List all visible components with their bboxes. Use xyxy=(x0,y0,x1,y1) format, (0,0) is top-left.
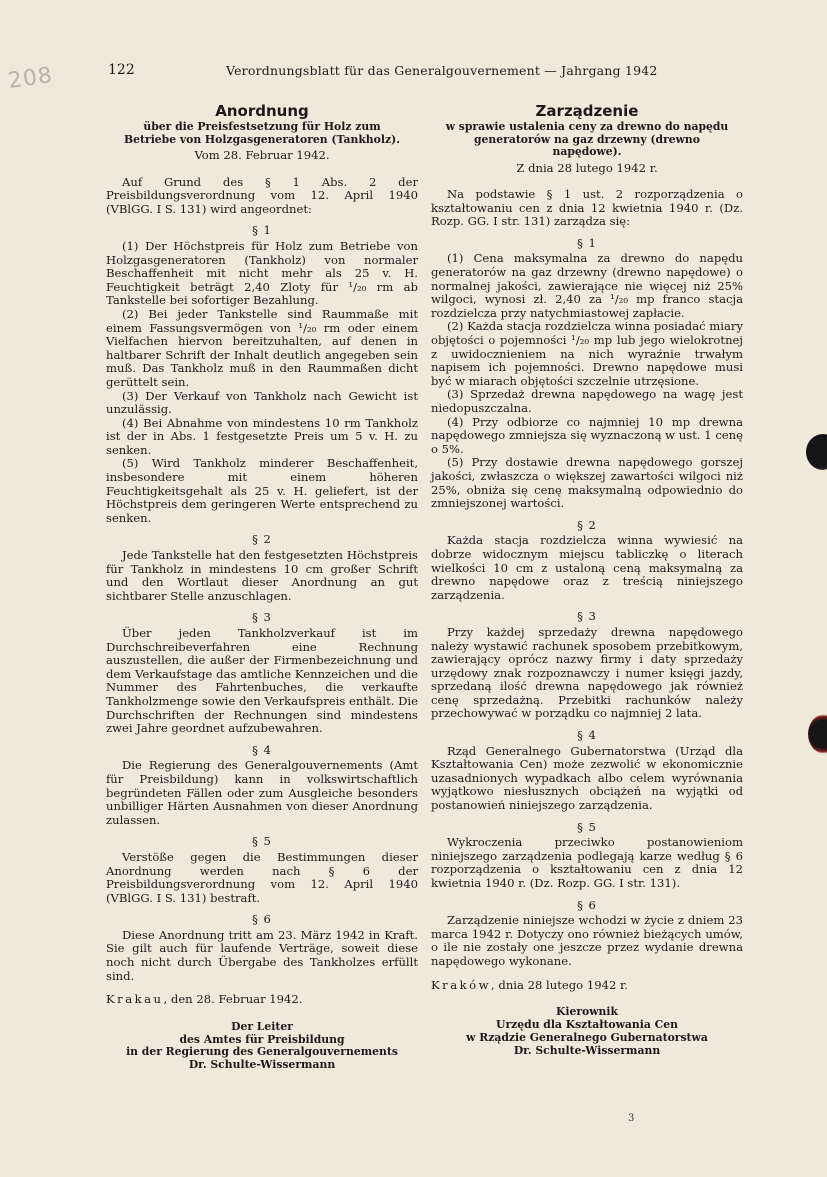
polish-s1-paragraph-5: (5) Przy dostawie drewna napędowego gorszej jakości, zwłaszcza o większej zawartości wilgoci niż 25%, obniża się cenę maksymalną odpowiednio do zmniejszonej wartości. xyxy=(431,455,743,511)
polish-section-5-heading: § 5 xyxy=(577,819,597,834)
german-s5-paragraph: Verstöße gegen die Bestimmungen dieser Anordnung werden nach § 6 der Preisbildungsverordnung vom 12. April 1940 (VBlGG. I S. 131) bestraft. xyxy=(106,849,418,905)
german-place-date-text: , den 28. Februar 1942. xyxy=(163,992,303,1007)
german-place-city: Krakau xyxy=(106,992,164,1007)
german-s1-paragraph-4: (4) Bei Abnahme von mindestens 10 rm Tankholz ist der in Abs. 1 festgesetzte Preis um 5 v. H. zu senken. xyxy=(106,415,418,457)
german-s3-paragraph: Über jeden Tankholzverkauf ist im Durchschreibeverfahren eine Rechnung auszustellen, die außer der Firmenbezeichnung und dem Verkaufstage das amtliche Kennzeichen und die Nummer des Fahrtenbuches, die verkaufte Tankholzmenge sowie den Verkaufspreis enthält. Die Durchschriften der Rechnungen sind mindestens zwei Jahre geordnet aufzubewahren. xyxy=(106,626,418,736)
polish-s6-paragraph: Zarządzenie niniejsze wchodzi w życie z dniem 23 marca 1942 r. Dotyczy ono również bieżących umów, o ile nie zostały one jeszcze przez wydanie drewna napędowego wykonane. xyxy=(431,913,743,968)
german-s1-paragraph-3: (3) Der Verkauf von Tankholz nach Gewicht ist unzulässig. xyxy=(106,388,418,417)
polish-preamble: Na podstawie § 1 ust. 2 rozporządzenia o kształtowaniu cen z dnia 12 kwietnia 1940 r. (Dz. Rozp. GG. I str. 131) zarządza się: xyxy=(431,187,743,229)
polish-signature-line-3: w Rządzie Generalnego Gubernatorstwa xyxy=(466,1030,708,1044)
german-section-6-heading: § 6 xyxy=(252,912,272,927)
polish-place-date xyxy=(431,979,743,993)
polish-s1-paragraph-2: (2) Każda stacja rozdzielcza winna posiadać miary objętości o pojemności ¹/₂₀ mp lub jego wielokrotnej z uwidocznieniem na nich wyraźnie trwałym napisem ich pojemności. Drewno napędowe musi być w miarach objętości szczelnie utrzęsione. xyxy=(431,319,744,388)
page-number: 122 xyxy=(108,62,135,78)
german-s2-paragraph: Jede Tankstelle hat den festgesetzten Höchstpreis für Tankholz in mindestens 10 cm großer Schrift und den Wortlaut dieser Anordnung an gut sichtbarer Stelle anzuschlagen. xyxy=(106,548,418,603)
german-section-5-heading: § 5 xyxy=(252,834,272,849)
german-subtitle: über die Preisfestsetzung für Holz zum Betriebe von Holzgasgeneratoren (Tankholz). xyxy=(124,120,400,146)
polish-s1-paragraph-1: (1) Cena maksymalna za drewno do napędu generatorów na gaz drzewny (drewno napędowe) o normalnej jakości, zawierające nie więcej niż 25% wilgoci, wynosi zł. 2,40 za ¹/₂₀ mp franco stacja rozdzielcza przy natychmiastowej zapłacie. xyxy=(431,251,743,320)
polish-s5-paragraph: Wykroczenia przeciwko postanowieniom niniejszego zarządzenia podlegają karze według § 6 rozporządzenia o kształtowaniu cen z dnia 12 kwietnia 1940 r. (Dz. Rozp. GG. I str. 131). xyxy=(431,835,743,890)
german-s1-paragraph-1: (1) Der Höchstpreis für Holz zum Betriebe von Holzgasgeneratoren (Tankholz) von normaler Beschaffenheit mit nicht mehr als 25 v. H. Feuchtigkeit beträgt 2,40 Zloty für ¹/₂₀ rm ab Tankstelle bei sofortiger Bezahlung. xyxy=(106,238,418,308)
header-title: Verordnungsblatt für das Generalgouvernement — Jahrgang 1942 xyxy=(226,63,658,78)
polish-date: Z dnia 28 lutego 1942 r. xyxy=(516,160,658,175)
german-place-date xyxy=(106,993,418,1007)
polish-section-2-heading: § 2 xyxy=(577,517,597,532)
german-s4-paragraph: Die Regierung des Generalgouvernements (Amt für Preisbildung) kann in volkswirtschaftlich begründeten Fällen oder zum Ausgleiche besonders unbilliger Härten Ausnahmen von dieser Anordnung zulassen. xyxy=(106,758,418,827)
polish-s1-paragraph-3: (3) Sprzedaż drewna napędowego na wagę jest niedopuszczalna. xyxy=(431,387,743,415)
polish-subtitle: w sprawie ustalenia ceny za drewno do napędu generatorów na gaz drzewny (drewno napędowe). xyxy=(445,120,729,158)
polish-section-1-heading: § 1 xyxy=(577,235,597,250)
polish-signature-name: Dr. Schulte-Wissermann xyxy=(513,1043,661,1057)
polish-signature-line-2: Urzędu dla Kształtowania Cen xyxy=(496,1017,678,1031)
pencil-page-number: 208 xyxy=(6,62,55,95)
german-s6-paragraph: Diese Anordnung tritt am 23. März 1942 in Kraft. Sie gilt auch für laufende Verträge, soweit diese noch nicht durch Übergabe des Tankholzes erfüllt sind. xyxy=(106,927,418,983)
polish-s2-paragraph: Każda stacja rozdzielcza winna wywiesić na dobrze widocznym miejscu tabliczkę o literach wielkości 10 cm z ustaloną ceną maksymalną za drewno napędowe oraz z treścią niniejszego zarządzenia. xyxy=(431,533,743,602)
polish-column xyxy=(431,102,743,1057)
polish-s4-paragraph: Rząd Generalnego Gubernatorstwa (Urząd dla Kształtowania Cen) może zezwolić w ekonomicznie uzasadnionych wypadkach albo celem wyrównania wyjątkowo niesłusznych obciążeń na wyjątki od postanowień niniejszego zarządzenia. xyxy=(431,743,743,813)
polish-title: Zarządzenie xyxy=(535,102,639,120)
ink-blot xyxy=(806,434,827,470)
german-signature-line-2: des Amtes für Preisbildung xyxy=(179,1032,345,1046)
ink-blot xyxy=(808,714,827,754)
german-section-3-heading: § 3 xyxy=(252,610,272,625)
german-section-1-heading: § 1 xyxy=(252,223,272,238)
polish-section-6-heading: § 6 xyxy=(577,897,597,912)
german-column xyxy=(106,102,418,1072)
polish-s3-paragraph: Przy każdej sprzedaży drewna napędowego należy wystawić rachunek sposobem przebitkowym, zawierający oprócz nazwy firmy i daty sprzedaży urzędowy znak rozpoznawczy i numer księgi jazdy, sprzedaną ilość drewna napędowego jak również cenę sprzedażną. Przebitki rachunków należy przechowywać w porządku co najmniej 2 lata. xyxy=(431,624,743,721)
german-date: Vom 28. Februar 1942. xyxy=(194,148,330,162)
polish-section-3-heading: § 3 xyxy=(577,609,597,624)
german-s1-paragraph-2: (2) Bei jeder Tankstelle sind Raummaße mit einem Fassungsvermögen von ¹/₂₀ rm oder einem Vielfachen hiervon bereitzuhalten, auf denen in haltbarer Schrift der Inhalt deutlich angegeben sein muß. Das Tankholz muß in den Raummaßen dicht gerüttelt sein. xyxy=(106,306,418,389)
german-section-2-heading: § 2 xyxy=(252,532,272,547)
german-title: Anordnung xyxy=(215,102,309,120)
german-signature-line-1: Der Leiter xyxy=(231,1019,293,1033)
polish-place-date-text: , dnia 28 lutego 1942 r. xyxy=(491,977,628,992)
polish-s1-paragraph-4: (4) Przy odbiorze co najmniej 10 mp drewna napędowego zmniejsza się wyznaczoną w ust. 1 cenę o 5%. xyxy=(431,414,743,456)
german-signature-line-3: in der Regierung des Generalgouvernements xyxy=(126,1045,398,1059)
german-signature-name: Dr. Schulte-Wissermann xyxy=(188,1058,336,1072)
polish-signature-line-1: Kierownik xyxy=(556,1005,618,1019)
polish-section-4-heading: § 4 xyxy=(577,728,597,743)
bottom-mark: 3 xyxy=(628,1113,635,1124)
german-section-4-heading: § 4 xyxy=(252,742,272,757)
german-s1-paragraph-5: (5) Wird Tankholz minderer Beschaffenheit, insbesondere mit einem höheren Feuchtigkeitsgehalt als 25 v. H. geliefert, ist der Höchstpreis dem geringeren Werte entsprechend zu senken. xyxy=(106,456,418,525)
german-preamble: Auf Grund des § 1 Abs. 2 der Preisbildungsverordnung vom 12. April 1940 (VBlGG. I S. 131) wird angeordnet: xyxy=(106,174,418,216)
polish-place-city: Kraków xyxy=(431,977,492,992)
